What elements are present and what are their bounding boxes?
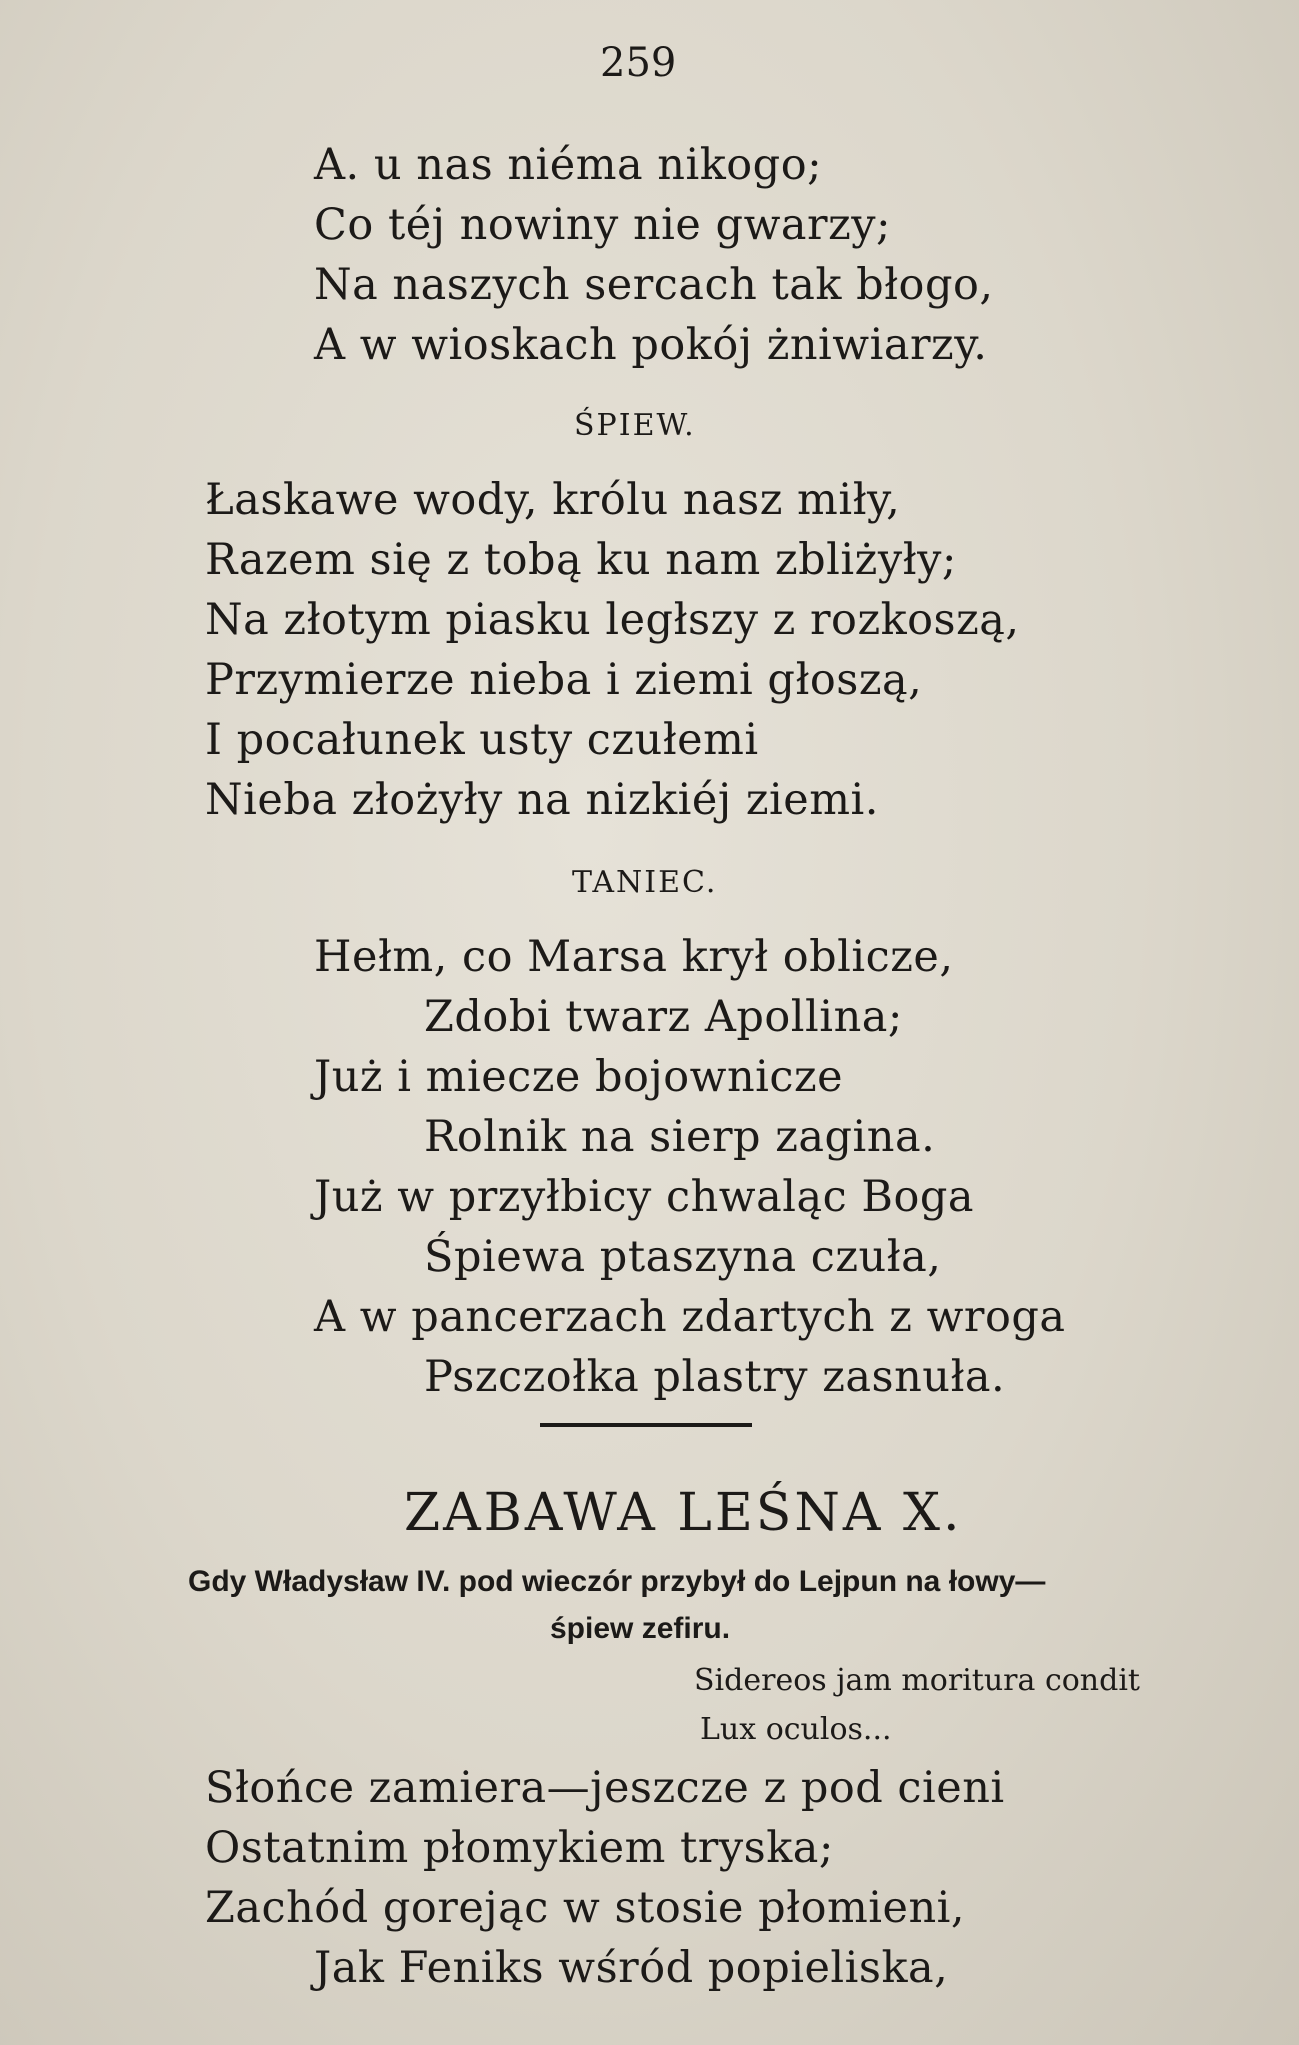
subtitle-line: Gdy Władysław IV. pod wieczór przybył do Lejpun na łowy— (188, 1565, 1046, 1598)
verse-line: A w pancerzach zdartych z wroga (314, 1292, 1066, 1342)
section-title: ZABAWA LEŚNA X. (404, 1483, 963, 1543)
verse-line: Już w przyłbicy chwaląc Boga (314, 1172, 975, 1222)
verse-line: A. u nas niéma nikogo; (314, 140, 823, 190)
verse-line: Jak Feniks wśród popieliska, (314, 1943, 949, 1993)
motto-line: Sidereos jam moritura condit (694, 1663, 1140, 1698)
section-divider (540, 1423, 752, 1427)
page-number: 259 (600, 40, 677, 86)
verse-line: Co téj nowiny nie gwarzy; (314, 200, 892, 250)
subtitle-line: śpiew zefiru. (550, 1612, 731, 1645)
heading-taniec: TANIEC. (572, 865, 718, 900)
verse-line: Łaskawe wody, królu nasz miły, (205, 475, 901, 525)
verse-line: Razem się z tobą ku nam zbliżyły; (205, 535, 957, 585)
verse-line: Słońce zamiera—jeszcze z pod cieni (205, 1763, 1005, 1813)
verse-line: Nieba złożyły na nizkiéj ziemi. (205, 775, 879, 825)
verse-line: Zachód gorejąc w stosie płomieni, (205, 1883, 966, 1933)
verse-line: Śpiewa ptaszyna czuła, (424, 1232, 942, 1282)
verse-line: Hełm, co Marsa krył oblicze, (314, 932, 954, 982)
verse-line: Na złotym piasku ległszy z rozkoszą, (205, 595, 1020, 645)
motto-line: Lux oculos... (700, 1712, 892, 1747)
verse-line: Na naszych sercach tak błogo, (314, 260, 994, 310)
verse-line: Rolnik na sierp zagina. (424, 1112, 936, 1162)
verse-line: Przymierze nieba i ziemi głoszą, (205, 655, 923, 705)
heading-spiew: ŚPIEW. (574, 408, 696, 443)
verse-line: I pocałunek usty czułemi (205, 715, 759, 765)
verse-line: Zdobi twarz Apollina; (424, 992, 903, 1042)
verse-line: Pszczołka plastry zasnuła. (424, 1352, 1006, 1402)
verse-line: Już i miecze bojownicze (314, 1052, 844, 1102)
verse-line: Ostatnim płomykiem tryska; (205, 1823, 834, 1873)
verse-line: A w wioskach pokój żniwiarzy. (314, 320, 988, 370)
